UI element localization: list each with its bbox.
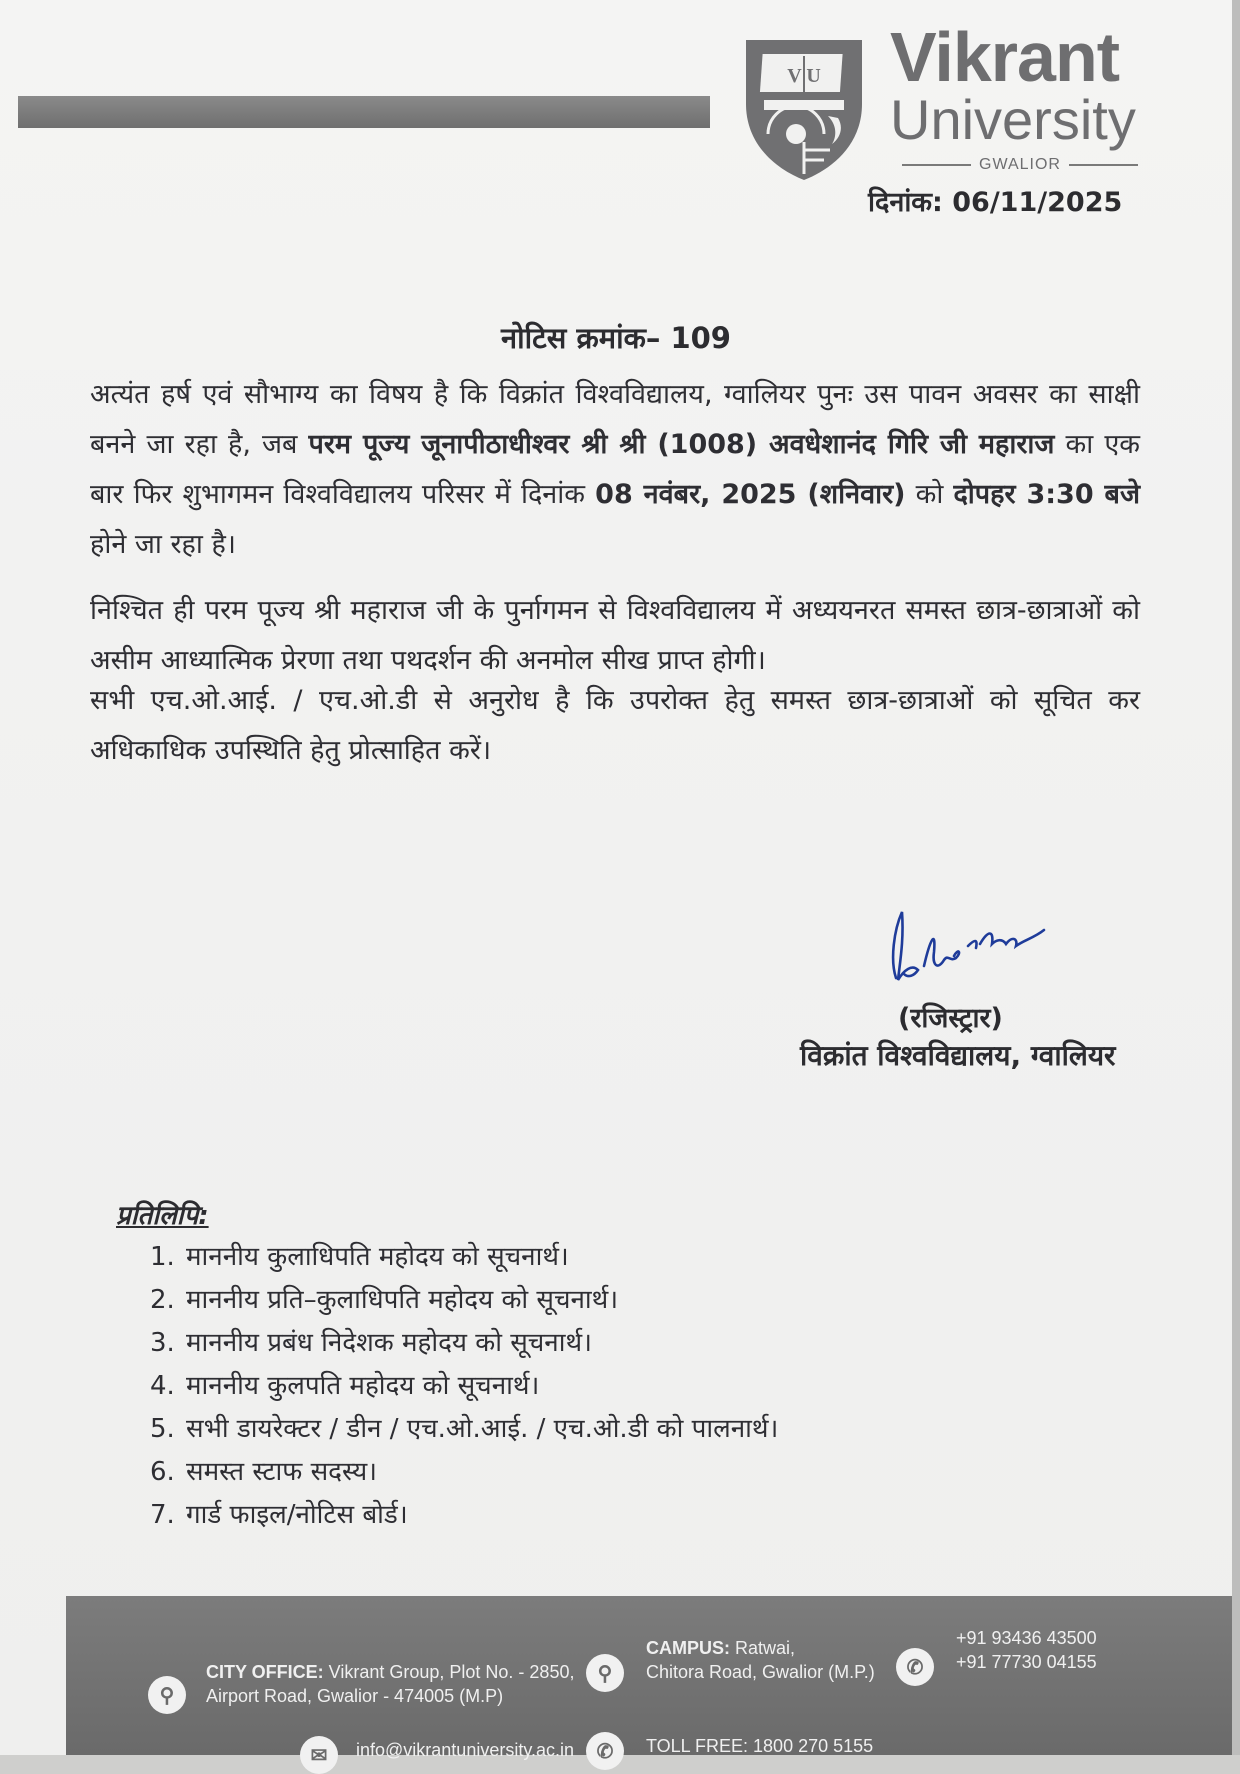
phone-number: +91 77730 04155 [956,1652,1097,1672]
notice-date [868,182,1122,219]
item-number: 7. [150,1500,175,1530]
item-text: माननीय प्रति–कुलाधिपति महोदय को सूचनार्थ। [186,1285,619,1315]
address-line: Airport Road, Gwalior - 474005 (M.P) [206,1686,504,1706]
date-value: 06/11/2025 [952,187,1123,218]
copy-to-title: प्रतिलिपि: [116,1201,209,1231]
item-text: गार्ड फाइल/नोटिस बोर्ड। [186,1500,408,1530]
phone-number: +91 93436 43500 [956,1628,1097,1648]
list-item [150,1365,778,1408]
letterhead-footer [66,1596,1232,1767]
svg-text:V U: V U [787,65,821,87]
brand-city-label: GWALIOR [979,156,1061,173]
item-text: माननीय कुलपति महोदय को सूचनार्थ। [186,1371,540,1401]
notice-paragraph-1 [90,370,1140,570]
item-text: सभी डायरेक्टर / डीन / एच.ओ.आई. / एच.ओ.डी को पालनार्थ। [186,1414,779,1444]
campus-address [646,1636,875,1684]
city-office-address [206,1660,574,1708]
list-item [150,1451,778,1494]
brand-subtitle: University [890,88,1136,151]
item-number: 3. [150,1328,175,1358]
letterhead-bar [18,96,710,128]
divider [902,164,971,166]
list-item [150,1494,778,1537]
signatory-role: (रजिस्ट्रार) [898,1003,1003,1034]
guest-name: परम पूज्य जूनापीठाधीश्वर श्री श्री (1008) अवधेशानंद गिरि जी महाराज [308,429,1055,460]
university-logo-icon [740,34,868,184]
item-text: माननीय प्रबंध निदेशक महोदय को सूचनार्थ। [186,1328,592,1358]
scan-edge [1232,0,1240,1755]
phone-icon: ✆ [896,1648,934,1686]
address-line: Ratwai, [730,1638,796,1658]
copy-to-list [150,1236,778,1537]
brand-city [902,156,1138,174]
paragraph-text: अत्यंत हर्ष एवं सौभाग्य का विषय है कि विक्रांत विश्वविद्यालय, ग्वालियर पुनः उस पावन अवसर का साक्षी बनने जा रहा है, जब [90,379,1140,460]
item-text: समस्त स्टाफ सदस्य। [186,1457,378,1487]
notice-paragraph-2: निश्चित ही परम पूज्य श्री महाराज जी के पुर्नागमन से विश्वविद्यालय में अध्ययनरत समस्त छात्र-छात्राओं को असीम आध्यात्मिक प्रेरणा तथा पथदर्शन की अनमोल सीख प्राप्त होगी। [90,595,1140,676]
email-address: info@vikrantuniversity.ac.in [356,1740,575,1760]
event-time: दोपहर 3:30 बजे [953,479,1141,510]
notice-title: नोटिस क्रमांक– 109 [501,321,731,355]
paragraph-text: का एक बार फिर शुभागमन विश्वविद्यालय परिसर में दिनांक [90,429,1140,510]
item-text: माननीय कुलाधिपति महोदय को सूचनार्थ। [186,1242,569,1272]
item-number: 2. [150,1285,175,1315]
address-line: Chitora Road, Gwalior (M.P.) [646,1662,875,1682]
email-icon: ✉ [300,1736,338,1774]
notice-paragraph-3: सभी एच.ओ.आई. / एच.ओ.डी से अनुरोध है कि उपरोक्त हेतु समस्त छात्र-छात्राओं को सूचित कर अधिकाधिक उपस्थिति हेतु प्रोत्साहित करें। [90,685,1140,766]
phone-numbers [956,1626,1097,1674]
signature-icon [884,900,1054,995]
list-item [150,1322,778,1365]
location-pin-icon: ⚲ [148,1676,186,1714]
date-label: दिनांक: [868,187,943,218]
divider [1069,164,1138,166]
paragraph-text: होने जा रहा है। [90,529,237,560]
list-item [150,1279,778,1322]
item-number: 4. [150,1371,175,1401]
event-date: 08 नवंबर, 2025 (शनिवार) [595,479,906,510]
address-line: Vikrant Group, Plot No. - 2850, [323,1662,575,1682]
item-number: 6. [150,1457,175,1487]
paragraph-text: को [905,479,954,510]
tollfree-number: TOLL FREE: 1800 270 5155 [646,1736,874,1756]
tollfree-phone-icon: ✆ [586,1732,624,1770]
list-item [150,1236,778,1279]
location-pin-icon: ⚲ [586,1654,624,1692]
brand-name: Vikrant [890,18,1120,96]
list-item [150,1408,778,1451]
item-number: 5. [150,1414,175,1444]
campus-label: CAMPUS: [646,1638,730,1658]
item-number: 1. [150,1242,175,1272]
signatory-organization: विक्रांत विश्वविद्यालय, ग्वालियर [800,1039,1116,1072]
city-office-label: CITY OFFICE: [206,1662,324,1682]
